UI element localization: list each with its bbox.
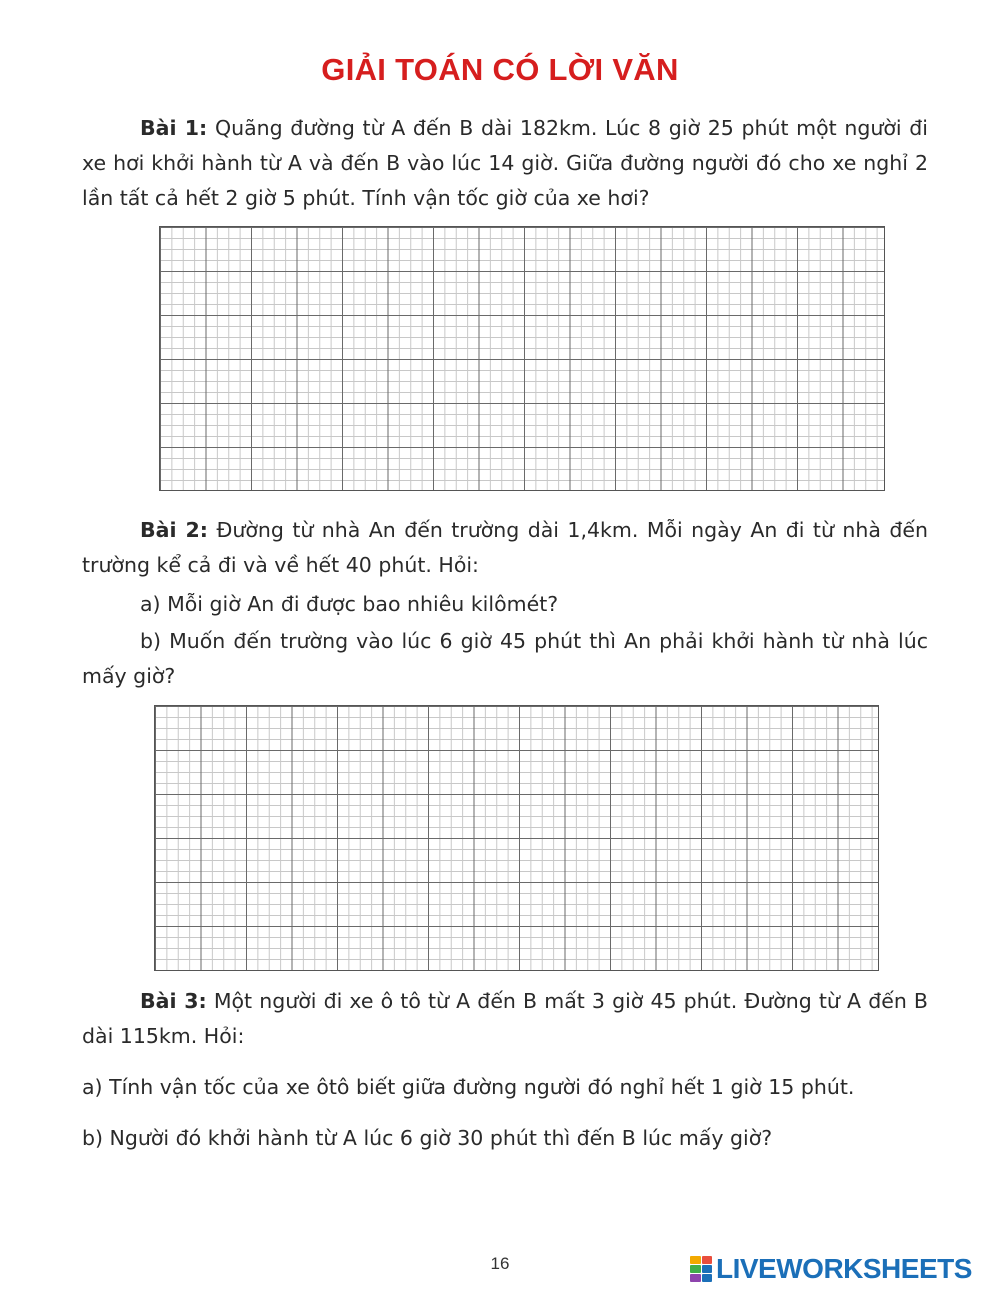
problem-3-part-b: b) Người đó khởi hành từ A lúc 6 giờ 30 phút thì đến B lúc mấy giờ? <box>82 1126 773 1150</box>
problem-2-part-a: a) Mỗi giờ An đi được bao nhiêu kilômét? <box>140 592 559 616</box>
problem-1-label: Bài 1: <box>140 116 208 140</box>
problem-3-text: Một người đi xe ô tô từ A đến B mất 3 giờ 45 phút. Đường từ A đến B dài 115km. Hỏi: <box>82 989 928 1048</box>
problem-2 <box>82 513 928 583</box>
brand-name: LIVEWORKSHEETS <box>716 1253 972 1284</box>
problem-1 <box>82 111 928 216</box>
problem-3-part-a: a) Tính vận tốc của xe ôtô biết giữa đường người đó nghỉ hết 1 giờ 15 phút. <box>82 1075 855 1099</box>
page-title: GIẢI TOÁN CÓ LỜI VĂN <box>321 52 679 87</box>
problem-2-part-b: b) Muốn đến trường vào lúc 6 giờ 45 phút thì An phải khởi hành từ nhà lúc mấy giờ? <box>82 629 928 688</box>
problem-2-text: Đường từ nhà An đến trường dài 1,4km. Mỗi ngày An đi từ nhà đến trường kể cả đi và về hết 40 phút. Hỏi: <box>82 518 928 577</box>
problem-3-label: Bài 3: <box>140 989 207 1013</box>
problem-3 <box>82 984 928 1054</box>
answer-grid-1[interactable] <box>159 226 885 491</box>
answer-grid-2[interactable] <box>154 705 879 971</box>
problem-1-text: Quãng đường từ A đến B dài 182km. Lúc 8 giờ 25 phút một người đi xe hơi khởi hành từ A và đến B vào lúc 14 giờ. Giữa đường người đó cho xe nghỉ 2 lần tất cả hết 2 giờ 5 phút. Tính vận tốc giờ của xe hơi? <box>82 116 928 210</box>
liveworksheets-logo-icon <box>690 1256 712 1282</box>
page-number: 16 <box>490 1254 510 1273</box>
problem-2-label: Bài 2: <box>140 518 209 542</box>
liveworksheets-logo[interactable] <box>690 1252 972 1286</box>
